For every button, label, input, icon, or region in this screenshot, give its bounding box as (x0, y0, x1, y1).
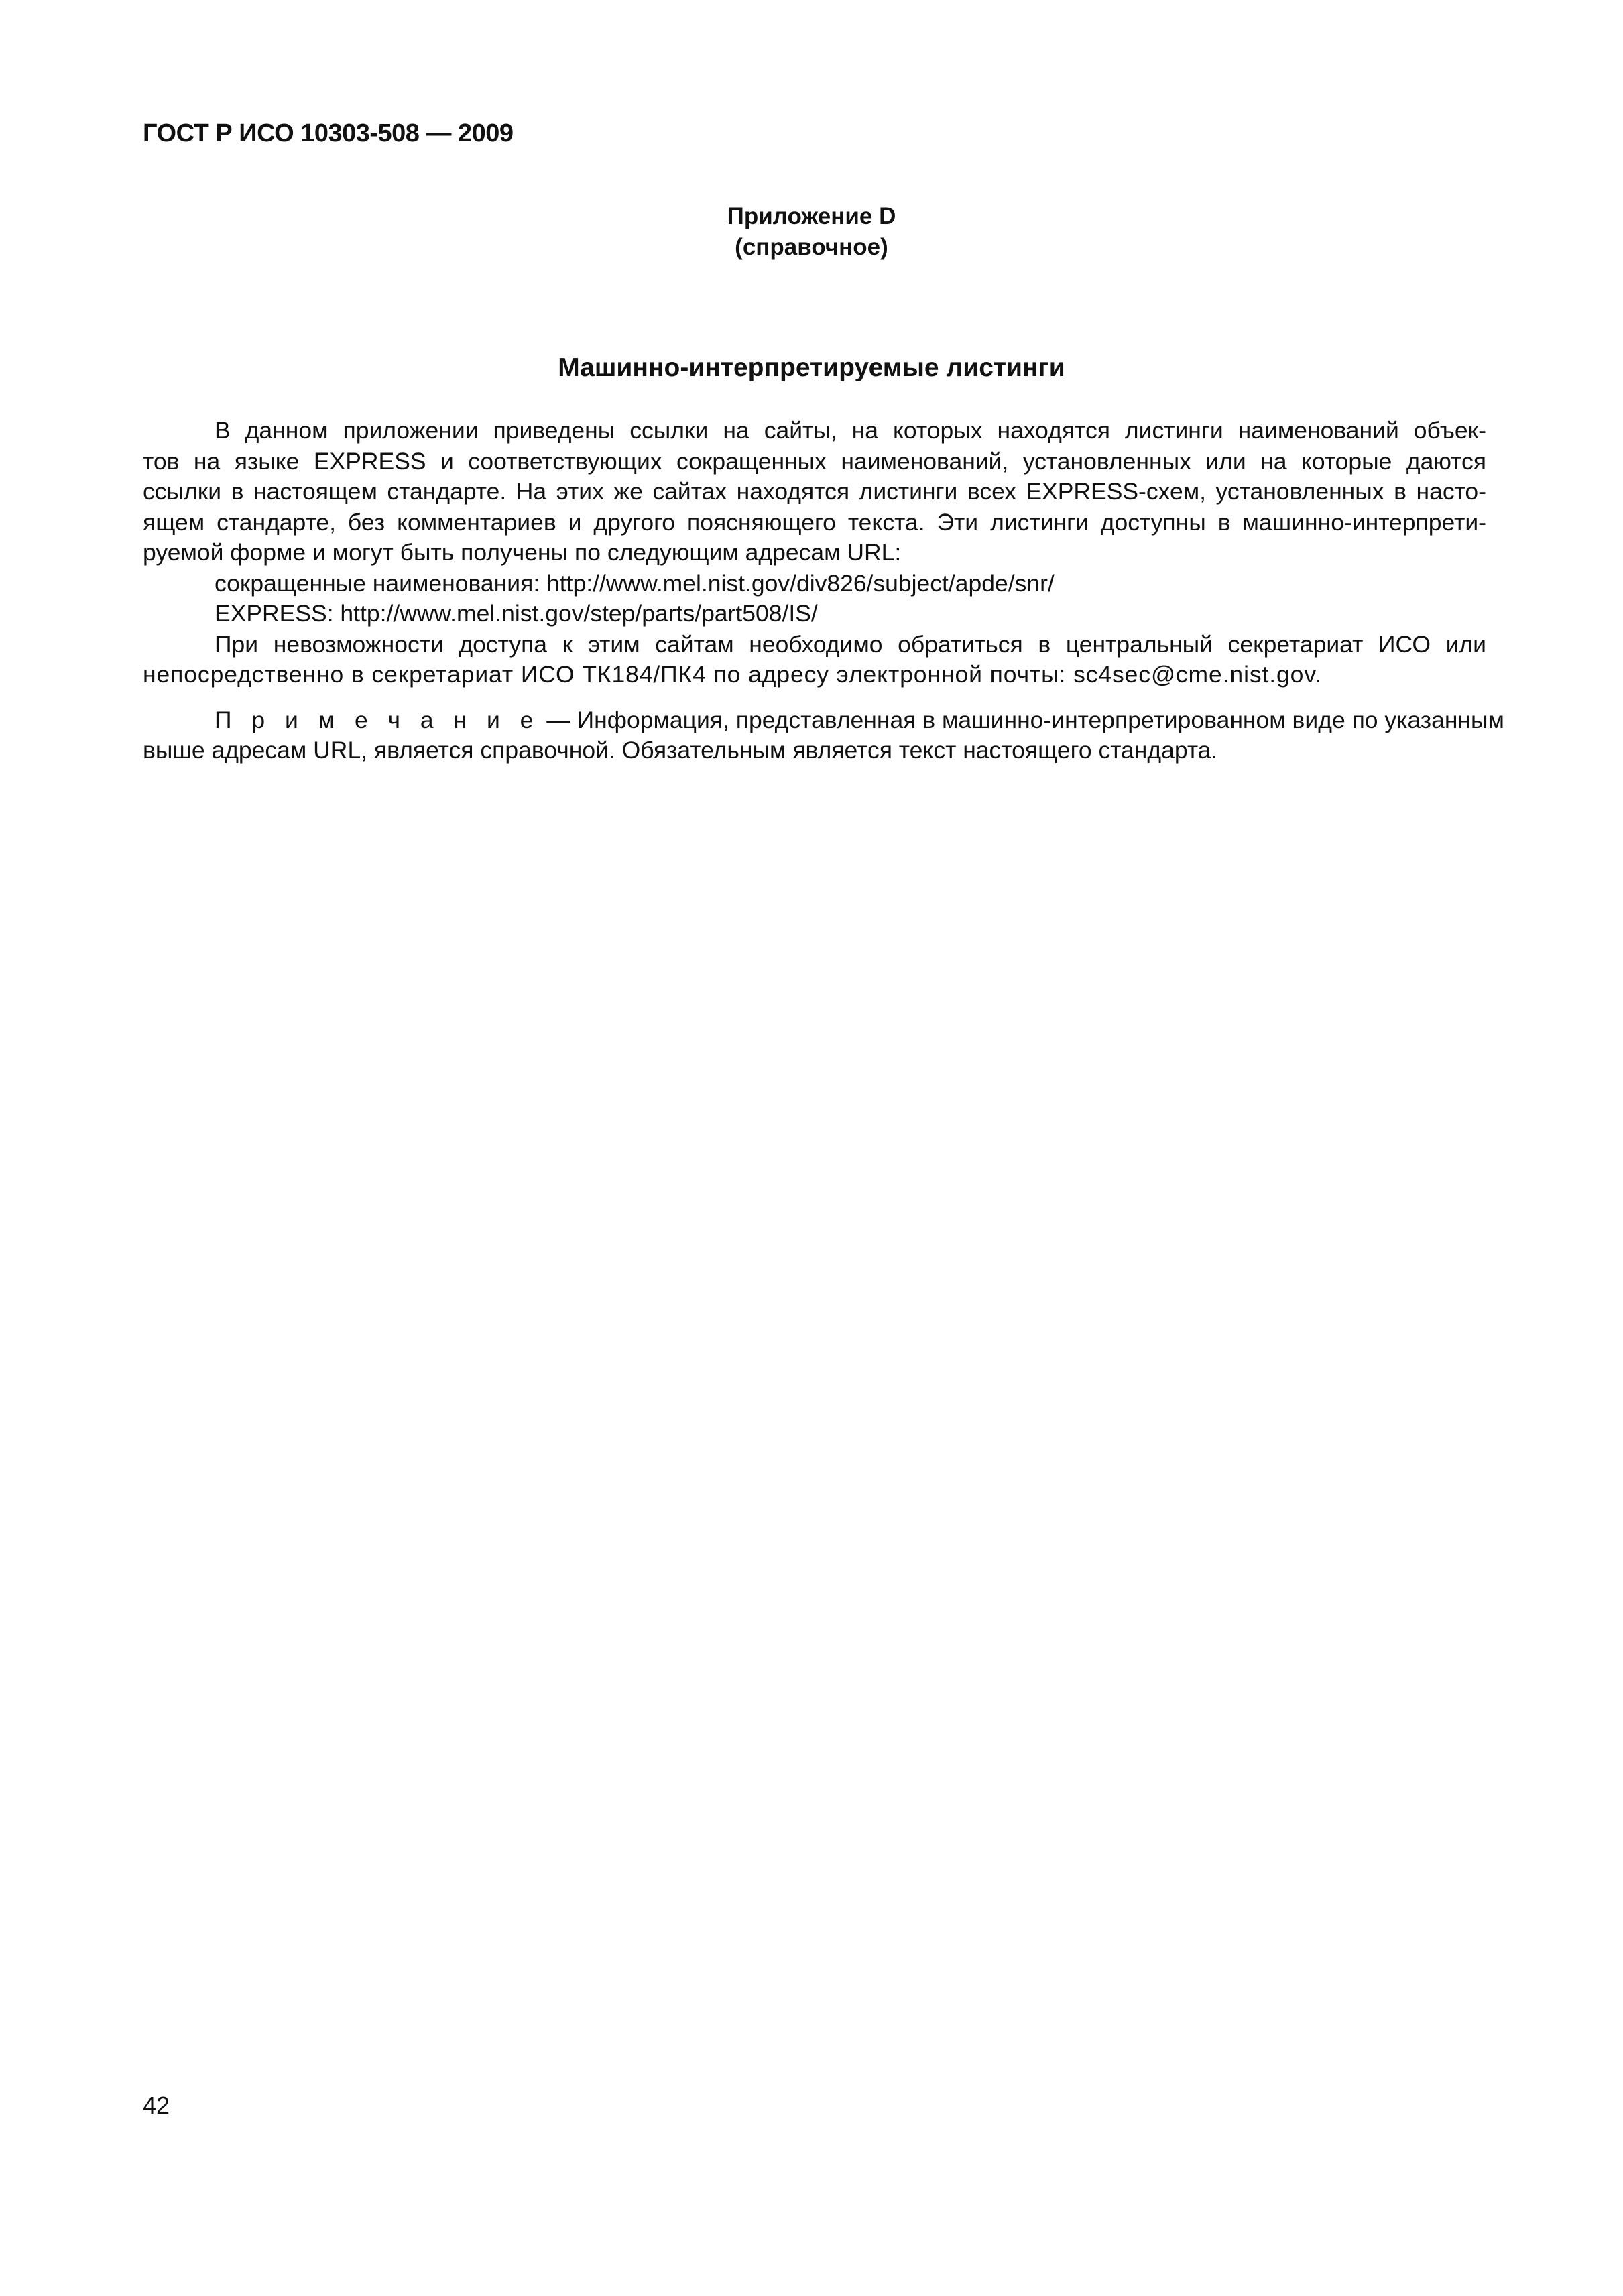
document-code-header: ГОСТ Р ИСО 10303-508 — 2009 (143, 119, 514, 147)
note-line-2: выше адресам URL, является справочной. Обязательным является текст настоящего стандарта. (143, 737, 1218, 764)
section-title: Машинно-интерпретируемые листинги (558, 353, 1065, 382)
page-number: 42 (143, 2092, 170, 2119)
annex-label: Приложение D (727, 203, 896, 229)
annex-heading (0, 201, 1623, 263)
note-label: П р и м е ч а н и е (215, 706, 540, 733)
paragraph-2-line-2: непосредственно в секретариат ИСО ТК184/ПК4 по адресу электронной почты: sc4sec@cme.nist.gov. (143, 661, 1323, 688)
paragraph-1-line-2: тов на языке EXPRESS и соответствующих сокращенных наименований, установленных или на которые даются (143, 447, 1486, 475)
paragraph-2-line-1: При невозможности доступа к этим сайтам необходимо обратиться в центральный секретариат ИСО или (215, 630, 1486, 658)
note-text-1: — Информация, представленная в машинно-интерпретированном виде по указанным (540, 706, 1504, 733)
paragraph-1-line-3: ссылки в настоящем стандарте. На этих же сайтах находятся листинги всех EXPRESS-схем, установленных в насто- (143, 478, 1486, 505)
paragraph-1-line-5: руемой форме и могут быть получены по следующим адресам URL: (143, 539, 902, 566)
paragraph-1-line-1: В данном приложении приведены ссылки на сайты, на которых находятся листинги наименований объек- (215, 417, 1486, 444)
paragraph-1-line-4: ящем стандарте, без комментариев и другого поясняющего текста. Эти листинги доступны в машинно-интерпрети- (143, 508, 1486, 536)
note-line-1 (143, 705, 1504, 736)
url-short-names: сокращенные наименования: http://www.mel.nist.gov/div826/subject/apde/snr/ (215, 569, 1055, 597)
annex-type: (справочное) (735, 234, 888, 260)
body-text (143, 416, 1504, 766)
url-express: EXPRESS: http://www.mel.nist.gov/step/parts/part508/IS/ (215, 600, 818, 627)
